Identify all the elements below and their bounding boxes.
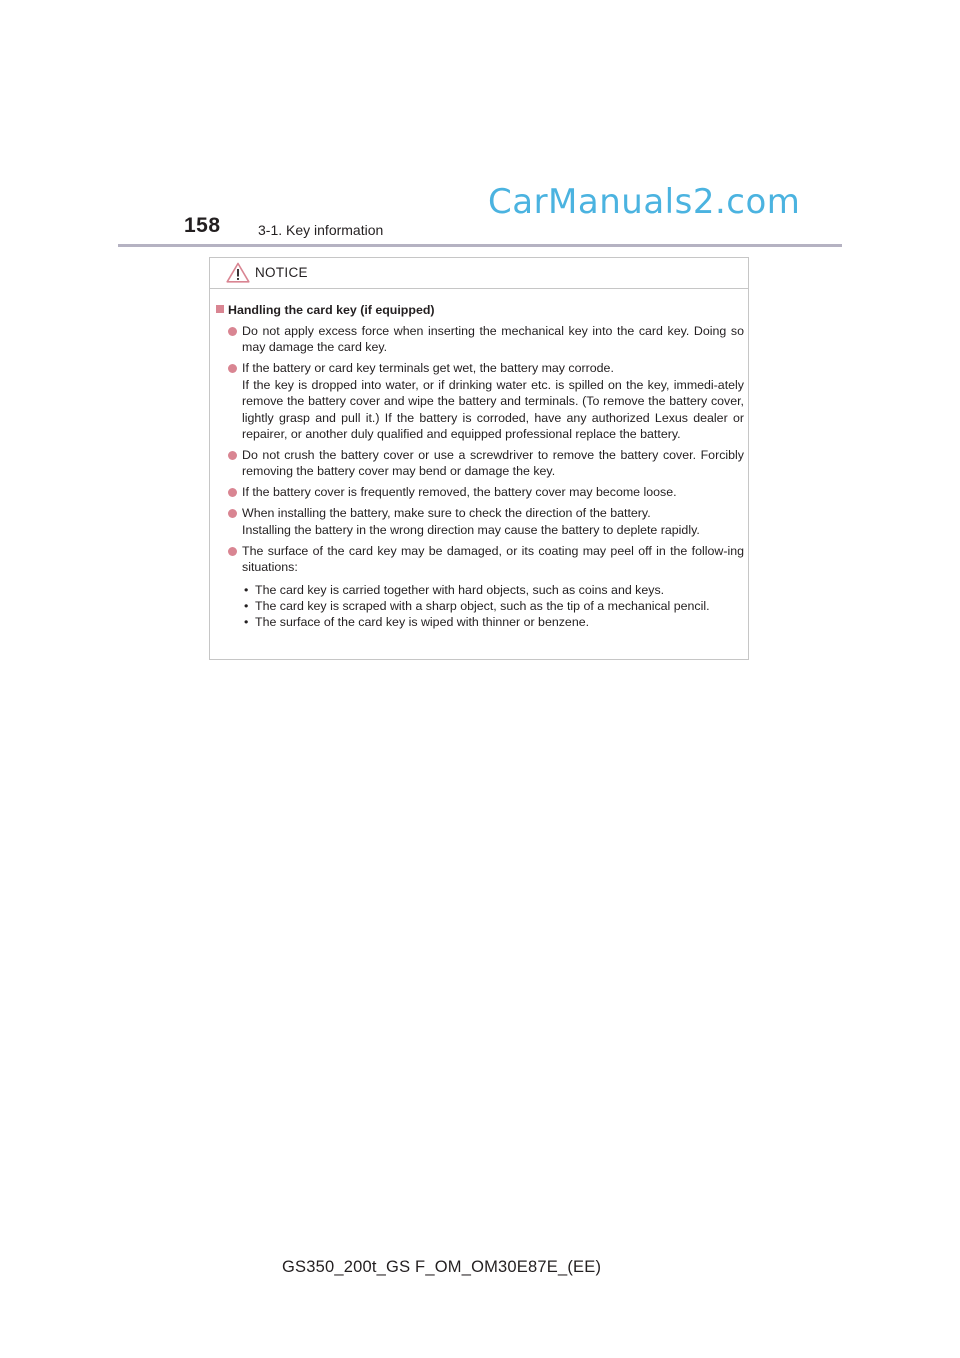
list-item <box>210 447 750 480</box>
bullet-icon: • <box>244 599 249 614</box>
notice-label: NOTICE <box>255 265 308 280</box>
bullet-dot-icon <box>228 547 237 556</box>
bullet-dot-icon <box>228 451 237 460</box>
sub-list-item <box>242 598 744 614</box>
square-bullet-icon <box>216 305 224 313</box>
sub-item-text: The card key is scraped with a sharp object, such as the tip of a mechanical pencil. <box>255 599 710 614</box>
header-divider <box>118 244 842 247</box>
notice-box <box>209 257 749 660</box>
page-number: 158 <box>184 214 221 237</box>
bullet-dot-icon <box>228 509 237 518</box>
sub-item-text: The card key is carried together with hard objects, such as coins and keys. <box>255 582 665 597</box>
item-text: The surface of the card key may be damaged, or its coating may peel off in the follow-ing situations: <box>242 543 744 575</box>
item-text: Do not apply excess force when inserting the mechanical key into the card key. Doing so may damage the card key. <box>242 324 744 355</box>
notice-header <box>210 258 748 289</box>
item-text: If the battery or card key terminals get wet, the battery may corrode. <box>242 361 614 376</box>
item-text: If the key is dropped into water, or if drinking water etc. is spilled on the key, immedi-ately remove the battery cover and wipe the battery and terminals. (To remove the battery cover, lightly grasp and pull it.) If the battery is corroded, have any authorized Lexus dealer or repairer, or another duly qualified and equipped professional replace the battery. <box>242 377 744 442</box>
sub-list-item <box>242 614 744 630</box>
list-item <box>210 323 750 356</box>
notice-heading <box>210 302 750 318</box>
notice-body <box>210 302 750 635</box>
list-item <box>210 360 750 442</box>
bullet-icon: • <box>244 615 249 630</box>
sub-item-text: The surface of the card key is wiped with thinner or benzene. <box>255 615 590 630</box>
section-title: 3-1. Key information <box>258 222 384 238</box>
list-item <box>210 484 750 500</box>
bullet-icon: • <box>244 582 249 597</box>
notice-heading-text: Handling the card key (if equipped) <box>228 303 435 317</box>
item-text: When installing the battery, make sure to check the direction of the battery. <box>242 506 651 521</box>
sub-list-item <box>242 582 744 598</box>
watermark-logo: CarManuals2.com <box>488 182 801 222</box>
footer-doc-code: GS350_200t_GS F_OM_OM30E87E_(EE) <box>282 1258 602 1276</box>
list-item <box>210 543 750 631</box>
sub-list <box>242 582 744 631</box>
bullet-dot-icon <box>228 364 237 373</box>
list-item <box>210 505 750 538</box>
item-text: Do not crush the battery cover or use a screwdriver to remove the battery cover. Forcibly removing the battery cover may bend or damage the key. <box>242 448 744 479</box>
item-text: If the battery cover is frequently removed, the battery cover may become loose. <box>242 485 677 500</box>
warning-triangle-icon <box>226 262 250 283</box>
bullet-dot-icon <box>228 327 237 336</box>
item-text: Installing the battery in the wrong direction may cause the battery to deplete rapidly. <box>242 522 700 537</box>
bullet-dot-icon <box>228 488 237 497</box>
